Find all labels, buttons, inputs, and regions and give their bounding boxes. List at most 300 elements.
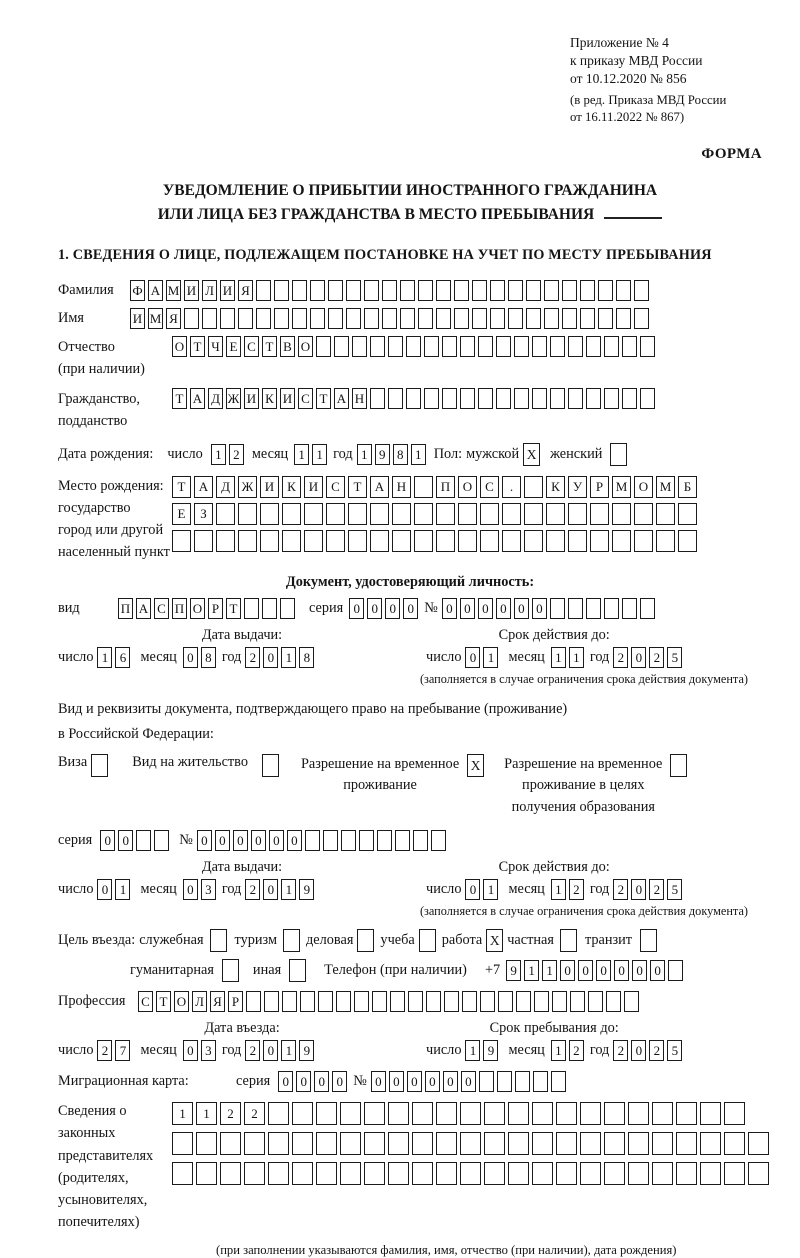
char-cell[interactable]	[390, 991, 405, 1012]
char-cell[interactable]	[364, 280, 379, 301]
representatives-boxes-row3[interactable]	[172, 1162, 769, 1185]
char-cell[interactable]: П	[436, 476, 455, 498]
char-cell[interactable]	[502, 503, 521, 525]
char-cell[interactable]	[458, 503, 477, 525]
char-cell[interactable]	[700, 1102, 721, 1125]
char-cell[interactable]: 2	[245, 1040, 260, 1061]
char-cell[interactable]: 1	[569, 647, 584, 668]
doc-number-boxes[interactable]	[442, 598, 655, 619]
char-cell[interactable]	[336, 991, 351, 1012]
representatives-boxes-row2[interactable]	[172, 1132, 769, 1155]
char-cell[interactable]: 9	[483, 1040, 498, 1061]
char-cell[interactable]	[426, 991, 441, 1012]
char-cell[interactable]	[400, 308, 415, 329]
char-cell[interactable]	[586, 336, 601, 357]
char-cell[interactable]	[262, 598, 277, 619]
char-cell[interactable]	[604, 1132, 625, 1155]
char-cell[interactable]	[246, 991, 261, 1012]
char-cell[interactable]: 0	[461, 1071, 476, 1092]
char-cell[interactable]	[282, 991, 297, 1012]
char-cell[interactable]: У	[568, 476, 587, 498]
char-cell[interactable]: 0	[183, 879, 198, 900]
char-cell[interactable]	[348, 530, 367, 552]
char-cell[interactable]	[196, 1162, 217, 1185]
char-cell[interactable]	[370, 388, 385, 409]
char-cell[interactable]	[484, 1132, 505, 1155]
char-cell[interactable]: 0	[269, 830, 284, 851]
purpose-work-checkbox[interactable]: X	[486, 929, 503, 952]
char-cell[interactable]	[606, 991, 621, 1012]
char-cell[interactable]	[556, 1132, 577, 1155]
char-cell[interactable]: С	[138, 991, 153, 1012]
char-cell[interactable]: 0	[442, 598, 457, 619]
char-cell[interactable]: 0	[367, 598, 382, 619]
char-cell[interactable]: 0	[425, 1071, 440, 1092]
char-cell[interactable]: 2	[613, 647, 628, 668]
char-cell[interactable]: 1	[357, 444, 372, 465]
char-cell[interactable]	[634, 530, 653, 552]
sex-female-checkbox[interactable]	[610, 443, 627, 466]
char-cell[interactable]	[656, 503, 675, 525]
char-cell[interactable]	[652, 1102, 673, 1125]
char-cell[interactable]	[424, 388, 439, 409]
char-cell[interactable]: И	[184, 280, 199, 301]
char-cell[interactable]	[372, 991, 387, 1012]
char-cell[interactable]	[460, 1162, 481, 1185]
char-cell[interactable]	[616, 308, 631, 329]
char-cell[interactable]	[508, 308, 523, 329]
char-cell[interactable]	[268, 1102, 289, 1125]
char-cell[interactable]: 0	[403, 598, 418, 619]
char-cell[interactable]	[570, 991, 585, 1012]
char-cell[interactable]	[274, 280, 289, 301]
char-cell[interactable]: Л	[192, 991, 207, 1012]
purpose-official-checkbox[interactable]	[210, 929, 227, 952]
char-cell[interactable]: 0	[478, 598, 493, 619]
char-cell[interactable]: 0	[263, 879, 278, 900]
char-cell[interactable]: М	[612, 476, 631, 498]
patronymic-boxes[interactable]	[172, 336, 655, 357]
char-cell[interactable]: О	[458, 476, 477, 498]
char-cell[interactable]	[652, 1162, 673, 1185]
char-cell[interactable]: И	[244, 388, 259, 409]
char-cell[interactable]: .	[502, 476, 521, 498]
char-cell[interactable]	[676, 1102, 697, 1125]
doc-issue-year-boxes[interactable]	[245, 647, 314, 668]
char-cell[interactable]: 1	[551, 647, 566, 668]
birth-place-boxes-row1[interactable]	[172, 476, 697, 498]
char-cell[interactable]: Ж	[226, 388, 241, 409]
char-cell[interactable]: 0	[183, 1040, 198, 1061]
char-cell[interactable]	[676, 1162, 697, 1185]
char-cell[interactable]	[340, 1162, 361, 1185]
char-cell[interactable]	[508, 280, 523, 301]
name-boxes[interactable]	[130, 308, 649, 329]
char-cell[interactable]: Т	[172, 388, 187, 409]
char-cell[interactable]	[668, 960, 683, 981]
edu-permit-checkbox[interactable]	[670, 754, 687, 777]
char-cell[interactable]	[568, 598, 583, 619]
char-cell[interactable]	[282, 503, 301, 525]
char-cell[interactable]: 0	[278, 1071, 293, 1092]
char-cell[interactable]	[524, 503, 543, 525]
residence-valid-month-boxes[interactable]	[551, 879, 584, 900]
char-cell[interactable]: 0	[371, 1071, 386, 1092]
char-cell[interactable]	[498, 991, 513, 1012]
char-cell[interactable]	[216, 503, 235, 525]
char-cell[interactable]: 0	[465, 879, 480, 900]
char-cell[interactable]: 0	[118, 830, 133, 851]
char-cell[interactable]: 7	[115, 1040, 130, 1061]
char-cell[interactable]: 1	[312, 444, 327, 465]
char-cell[interactable]: Е	[172, 503, 191, 525]
char-cell[interactable]	[244, 1132, 265, 1155]
char-cell[interactable]: 1	[196, 1102, 217, 1125]
char-cell[interactable]: 0	[263, 647, 278, 668]
char-cell[interactable]: П	[118, 598, 133, 619]
char-cell[interactable]: 0	[514, 598, 529, 619]
char-cell[interactable]	[526, 280, 541, 301]
char-cell[interactable]	[370, 336, 385, 357]
char-cell[interactable]	[328, 308, 343, 329]
char-cell[interactable]	[282, 530, 301, 552]
purpose-transit-checkbox[interactable]	[640, 929, 657, 952]
char-cell[interactable]: И	[304, 476, 323, 498]
char-cell[interactable]	[292, 1102, 313, 1125]
char-cell[interactable]	[460, 388, 475, 409]
char-cell[interactable]	[304, 530, 323, 552]
char-cell[interactable]	[546, 530, 565, 552]
char-cell[interactable]: 1	[281, 647, 296, 668]
char-cell[interactable]: 0	[560, 960, 575, 981]
char-cell[interactable]	[580, 308, 595, 329]
char-cell[interactable]: Л	[202, 280, 217, 301]
char-cell[interactable]: 2	[649, 1040, 664, 1061]
char-cell[interactable]	[622, 336, 637, 357]
char-cell[interactable]	[323, 830, 338, 851]
stay-day-boxes[interactable]	[465, 1040, 498, 1061]
char-cell[interactable]	[748, 1162, 769, 1185]
char-cell[interactable]	[413, 830, 428, 851]
char-cell[interactable]: Т	[262, 336, 277, 357]
char-cell[interactable]	[678, 503, 697, 525]
char-cell[interactable]: 0	[263, 1040, 278, 1061]
purpose-tourism-checkbox[interactable]	[283, 929, 300, 952]
char-cell[interactable]	[478, 336, 493, 357]
phone-boxes[interactable]	[506, 960, 683, 981]
char-cell[interactable]	[364, 1102, 385, 1125]
char-cell[interactable]	[436, 1162, 457, 1185]
char-cell[interactable]	[388, 1132, 409, 1155]
char-cell[interactable]	[328, 280, 343, 301]
char-cell[interactable]	[524, 530, 543, 552]
char-cell[interactable]	[490, 308, 505, 329]
char-cell[interactable]: 2	[649, 879, 664, 900]
char-cell[interactable]	[724, 1162, 745, 1185]
char-cell[interactable]	[406, 336, 421, 357]
char-cell[interactable]	[532, 388, 547, 409]
migration-number-boxes[interactable]	[371, 1071, 566, 1092]
char-cell[interactable]	[136, 830, 151, 851]
char-cell[interactable]	[640, 598, 655, 619]
char-cell[interactable]	[556, 1102, 577, 1125]
char-cell[interactable]: 1	[551, 1040, 566, 1061]
char-cell[interactable]	[515, 1071, 530, 1092]
char-cell[interactable]: 0	[349, 598, 364, 619]
char-cell[interactable]: 0	[532, 598, 547, 619]
entry-day-boxes[interactable]	[97, 1040, 130, 1061]
char-cell[interactable]: Т	[226, 598, 241, 619]
char-cell[interactable]: К	[546, 476, 565, 498]
char-cell[interactable]: О	[190, 598, 205, 619]
char-cell[interactable]: Я	[166, 308, 181, 329]
char-cell[interactable]: О	[634, 476, 653, 498]
char-cell[interactable]	[305, 830, 320, 851]
char-cell[interactable]	[346, 280, 361, 301]
char-cell[interactable]	[292, 308, 307, 329]
char-cell[interactable]: Р	[208, 598, 223, 619]
char-cell[interactable]	[436, 308, 451, 329]
char-cell[interactable]	[400, 280, 415, 301]
char-cell[interactable]: 2	[97, 1040, 112, 1061]
char-cell[interactable]	[526, 308, 541, 329]
char-cell[interactable]: А	[136, 598, 151, 619]
char-cell[interactable]	[316, 1162, 337, 1185]
char-cell[interactable]	[480, 530, 499, 552]
char-cell[interactable]	[586, 388, 601, 409]
char-cell[interactable]: 1	[211, 444, 226, 465]
char-cell[interactable]	[508, 1132, 529, 1155]
char-cell[interactable]: Б	[678, 476, 697, 498]
doc-valid-month-boxes[interactable]	[551, 647, 584, 668]
char-cell[interactable]: А	[194, 476, 213, 498]
char-cell[interactable]: П	[172, 598, 187, 619]
char-cell[interactable]	[172, 1132, 193, 1155]
char-cell[interactable]	[154, 830, 169, 851]
char-cell[interactable]	[346, 308, 361, 329]
char-cell[interactable]: А	[190, 388, 205, 409]
temp-permit-checkbox[interactable]: X	[467, 754, 484, 777]
char-cell[interactable]: 0	[385, 598, 400, 619]
char-cell[interactable]	[514, 388, 529, 409]
char-cell[interactable]	[640, 336, 655, 357]
char-cell[interactable]	[640, 388, 655, 409]
doc-issue-day-boxes[interactable]	[97, 647, 130, 668]
char-cell[interactable]: Т	[348, 476, 367, 498]
char-cell[interactable]	[460, 1102, 481, 1125]
char-cell[interactable]	[392, 503, 411, 525]
char-cell[interactable]: 1	[281, 1040, 296, 1061]
char-cell[interactable]: 0	[332, 1071, 347, 1092]
char-cell[interactable]: 3	[201, 879, 216, 900]
char-cell[interactable]: И	[130, 308, 145, 329]
char-cell[interactable]	[220, 1132, 241, 1155]
char-cell[interactable]	[586, 598, 601, 619]
char-cell[interactable]	[634, 308, 649, 329]
char-cell[interactable]: 3	[201, 1040, 216, 1061]
char-cell[interactable]: 0	[100, 830, 115, 851]
char-cell[interactable]	[424, 336, 439, 357]
char-cell[interactable]	[388, 388, 403, 409]
char-cell[interactable]	[238, 308, 253, 329]
char-cell[interactable]	[544, 280, 559, 301]
char-cell[interactable]: О	[172, 336, 187, 357]
char-cell[interactable]	[194, 530, 213, 552]
char-cell[interactable]	[656, 530, 675, 552]
char-cell[interactable]	[516, 991, 531, 1012]
char-cell[interactable]	[700, 1162, 721, 1185]
char-cell[interactable]: З	[194, 503, 213, 525]
char-cell[interactable]	[550, 598, 565, 619]
char-cell[interactable]: 2	[229, 444, 244, 465]
char-cell[interactable]: 6	[115, 647, 130, 668]
char-cell[interactable]	[580, 280, 595, 301]
char-cell[interactable]	[628, 1162, 649, 1185]
char-cell[interactable]	[484, 1102, 505, 1125]
char-cell[interactable]	[412, 1132, 433, 1155]
char-cell[interactable]	[628, 1132, 649, 1155]
char-cell[interactable]	[612, 530, 631, 552]
char-cell[interactable]	[392, 530, 411, 552]
char-cell[interactable]: Н	[352, 388, 367, 409]
char-cell[interactable]	[532, 1102, 553, 1125]
char-cell[interactable]	[612, 503, 631, 525]
char-cell[interactable]	[568, 336, 583, 357]
char-cell[interactable]: В	[280, 336, 295, 357]
char-cell[interactable]	[496, 388, 511, 409]
char-cell[interactable]: 1	[483, 647, 498, 668]
char-cell[interactable]: 0	[650, 960, 665, 981]
char-cell[interactable]	[568, 503, 587, 525]
char-cell[interactable]	[359, 830, 374, 851]
char-cell[interactable]	[436, 1132, 457, 1155]
char-cell[interactable]	[316, 336, 331, 357]
char-cell[interactable]: 0	[314, 1071, 329, 1092]
char-cell[interactable]: 1	[542, 960, 557, 981]
char-cell[interactable]: 2	[220, 1102, 241, 1125]
char-cell[interactable]: 0	[631, 647, 646, 668]
char-cell[interactable]	[562, 308, 577, 329]
doc-kind-boxes[interactable]	[118, 598, 295, 619]
char-cell[interactable]	[678, 530, 697, 552]
char-cell[interactable]	[216, 530, 235, 552]
char-cell[interactable]: 1	[483, 879, 498, 900]
char-cell[interactable]	[532, 336, 547, 357]
char-cell[interactable]: 2	[244, 1102, 265, 1125]
char-cell[interactable]	[700, 1132, 721, 1155]
char-cell[interactable]: 2	[613, 879, 628, 900]
char-cell[interactable]	[484, 1162, 505, 1185]
char-cell[interactable]: 2	[569, 879, 584, 900]
char-cell[interactable]	[220, 308, 235, 329]
char-cell[interactable]	[550, 336, 565, 357]
residence-issue-day-boxes[interactable]	[97, 879, 130, 900]
char-cell[interactable]: 2	[649, 647, 664, 668]
char-cell[interactable]	[364, 1132, 385, 1155]
char-cell[interactable]	[508, 1102, 529, 1125]
char-cell[interactable]	[544, 308, 559, 329]
birth-place-boxes-row2[interactable]	[172, 503, 697, 525]
char-cell[interactable]	[370, 530, 389, 552]
char-cell[interactable]	[514, 336, 529, 357]
char-cell[interactable]: 9	[375, 444, 390, 465]
char-cell[interactable]: 0	[465, 647, 480, 668]
profession-boxes[interactable]	[138, 991, 639, 1012]
char-cell[interactable]: Р	[590, 476, 609, 498]
char-cell[interactable]: 0	[443, 1071, 458, 1092]
char-cell[interactable]	[588, 991, 603, 1012]
char-cell[interactable]	[590, 503, 609, 525]
char-cell[interactable]	[533, 1071, 548, 1092]
char-cell[interactable]	[395, 830, 410, 851]
char-cell[interactable]	[326, 530, 345, 552]
entry-year-boxes[interactable]	[245, 1040, 314, 1061]
char-cell[interactable]	[244, 598, 259, 619]
char-cell[interactable]	[388, 1102, 409, 1125]
char-cell[interactable]	[412, 1102, 433, 1125]
char-cell[interactable]: Т	[156, 991, 171, 1012]
birth-year-boxes[interactable]	[357, 444, 426, 465]
char-cell[interactable]	[310, 308, 325, 329]
char-cell[interactable]	[724, 1102, 745, 1125]
char-cell[interactable]	[497, 1071, 512, 1092]
char-cell[interactable]: 1	[281, 879, 296, 900]
char-cell[interactable]	[352, 336, 367, 357]
char-cell[interactable]: 1	[411, 444, 426, 465]
char-cell[interactable]: 0	[631, 1040, 646, 1061]
char-cell[interactable]: 0	[389, 1071, 404, 1092]
char-cell[interactable]	[264, 991, 279, 1012]
char-cell[interactable]	[300, 991, 315, 1012]
char-cell[interactable]: 1	[115, 879, 130, 900]
stay-month-boxes[interactable]	[551, 1040, 584, 1061]
char-cell[interactable]	[406, 388, 421, 409]
char-cell[interactable]	[460, 1132, 481, 1155]
char-cell[interactable]: 8	[299, 647, 314, 668]
char-cell[interactable]: 0	[460, 598, 475, 619]
char-cell[interactable]	[268, 1132, 289, 1155]
residence-valid-year-boxes[interactable]	[613, 879, 682, 900]
char-cell[interactable]: 1	[524, 960, 539, 981]
doc-valid-year-boxes[interactable]	[613, 647, 682, 668]
char-cell[interactable]	[436, 530, 455, 552]
char-cell[interactable]	[748, 1132, 769, 1155]
char-cell[interactable]	[382, 308, 397, 329]
char-cell[interactable]: 9	[506, 960, 521, 981]
char-cell[interactable]: Я	[210, 991, 225, 1012]
char-cell[interactable]: 2	[569, 1040, 584, 1061]
char-cell[interactable]	[628, 1102, 649, 1125]
char-cell[interactable]: 0	[596, 960, 611, 981]
char-cell[interactable]: 0	[197, 830, 212, 851]
char-cell[interactable]	[598, 280, 613, 301]
char-cell[interactable]: К	[262, 388, 277, 409]
char-cell[interactable]	[220, 1162, 241, 1185]
entry-month-boxes[interactable]	[183, 1040, 216, 1061]
char-cell[interactable]: С	[154, 598, 169, 619]
char-cell[interactable]: 9	[299, 1040, 314, 1061]
char-cell[interactable]: И	[280, 388, 295, 409]
char-cell[interactable]	[318, 991, 333, 1012]
char-cell[interactable]	[532, 1132, 553, 1155]
representatives-boxes-row1[interactable]	[172, 1102, 769, 1125]
char-cell[interactable]: 9	[299, 879, 314, 900]
char-cell[interactable]	[562, 280, 577, 301]
char-cell[interactable]	[326, 503, 345, 525]
char-cell[interactable]	[431, 830, 446, 851]
char-cell[interactable]: Т	[316, 388, 331, 409]
char-cell[interactable]: Р	[228, 991, 243, 1012]
